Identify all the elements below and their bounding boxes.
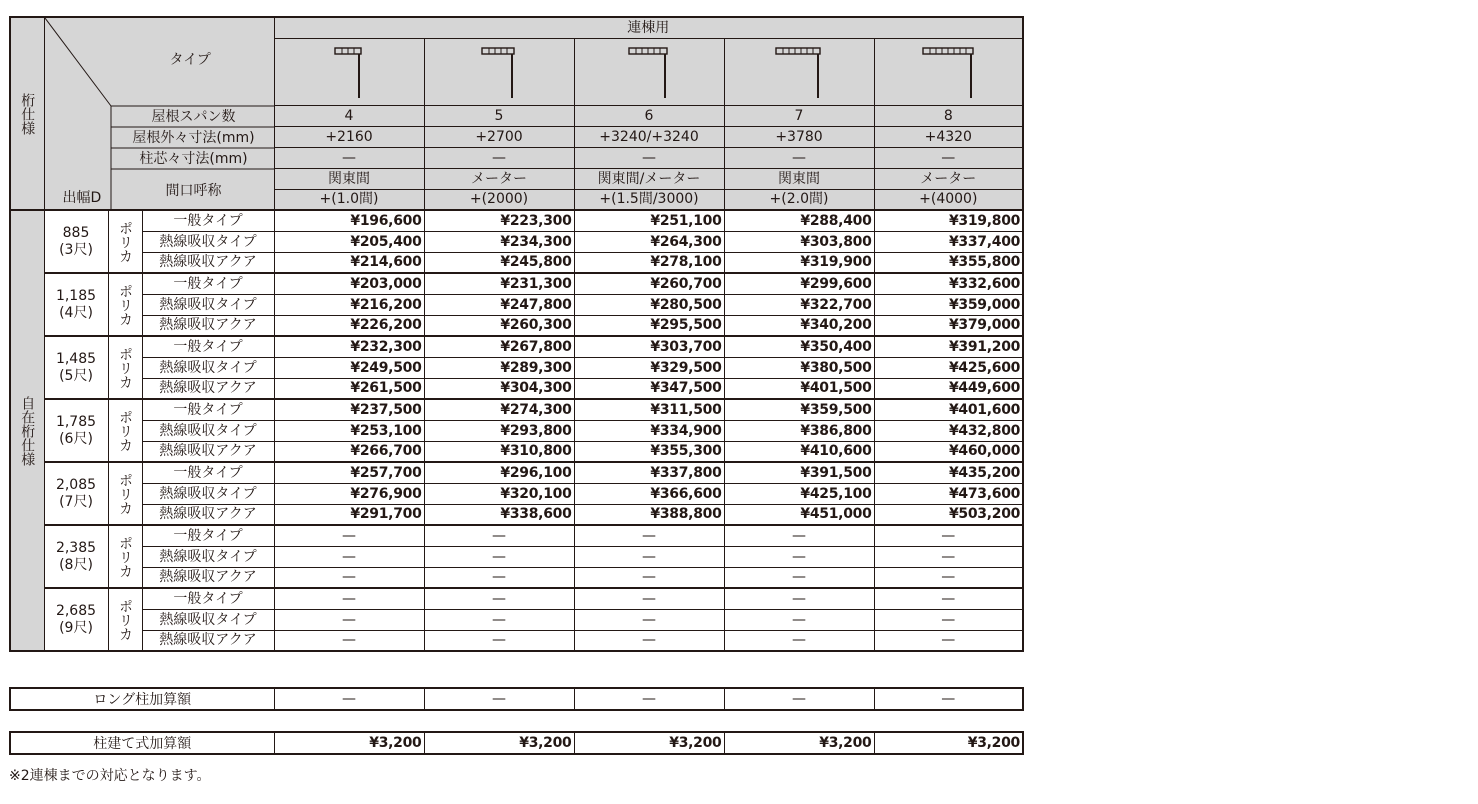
material-label: ポリカ [108,336,142,399]
outer-dimension-cell: +3780 [724,126,874,147]
depth-value: 2,685 [55,603,97,620]
price-cell: ¥216,200 [274,294,424,315]
panel-type-label: 熱線吸収タイプ [142,420,274,441]
price-cell: — [724,546,874,567]
price-cell: ¥334,900 [574,420,724,441]
price-cell: — [424,546,574,567]
price-cell: ¥261,500 [274,378,424,399]
price-cell: ¥340,200 [724,315,874,336]
price-cell: ¥245,800 [424,252,574,273]
price-cell: — [424,588,574,609]
span-count-cell: 7 [724,105,874,126]
price-cell: ¥289,300 [424,357,574,378]
price-cell: — [274,609,424,630]
width-name-extra-cell: +(2000) [424,189,574,210]
roof-4-icon [275,40,425,104]
row-label-span: 屋根スパン数 [151,109,236,125]
table-row [10,567,1023,588]
price-cell: ¥347,500 [574,378,724,399]
price-cell: ¥359,000 [874,294,1023,315]
price-cell: ¥260,300 [424,315,574,336]
post-dimension-cell: — [874,147,1023,168]
panel-type-label: 熱線吸収アクア [142,252,274,273]
price-cell: ¥257,700 [274,462,424,483]
price-cell: ¥231,300 [424,273,574,294]
long-post-value: — [274,688,424,710]
table-row [10,546,1023,567]
table-row [10,294,1023,315]
price-cell: ¥355,800 [874,252,1023,273]
post-dimension-cell: — [424,147,574,168]
group-header: 連棟用 [274,17,1023,38]
table-row [10,273,1023,294]
table-row [10,378,1023,399]
price-cell: ¥366,600 [574,483,724,504]
table-row [10,609,1023,630]
header-diagonal-cell [44,17,274,210]
table-row [10,462,1023,483]
price-cell: ¥337,800 [574,462,724,483]
width-name-extra-cell: +(2.0間) [724,189,874,210]
material-label: ポリカ [108,525,142,588]
price-cell: ¥391,200 [874,336,1023,357]
depth-value: 885 [62,225,90,242]
price-cell: — [574,525,724,546]
roof-icon-cell [874,38,1023,105]
price-cell: ¥278,100 [574,252,724,273]
depth-cell [44,273,108,336]
post-style-label: 柱建て式加算額 [10,732,274,754]
roof-8-icon [875,40,1024,104]
price-cell: ¥391,500 [724,462,874,483]
price-cell: ¥425,100 [724,483,874,504]
price-cell: ¥303,800 [724,231,874,252]
price-cell: ¥460,000 [874,441,1023,462]
price-cell: — [574,630,724,651]
material-label: ポリカ [108,399,142,462]
price-cell: ¥319,900 [724,252,874,273]
roof-icon-cell [574,38,724,105]
panel-type-label: 一般タイプ [142,210,274,231]
price-cell: — [724,588,874,609]
price-cell: — [874,630,1023,651]
price-cell: ¥359,500 [724,399,874,420]
price-cell: — [274,546,424,567]
price-cell: ¥310,800 [424,441,574,462]
post-dimension-cell: — [574,147,724,168]
price-cell: ¥264,300 [574,231,724,252]
price-cell: — [874,588,1023,609]
long-post-table [9,687,1024,711]
panel-type-label: 一般タイプ [142,525,274,546]
post-style-value: ¥3,200 [274,732,424,754]
panel-type-label: 熱線吸収アクア [142,441,274,462]
outer-dimension-cell: +4320 [874,126,1023,147]
table-row [10,231,1023,252]
price-cell: — [724,609,874,630]
price-cell: ¥355,300 [574,441,724,462]
price-cell: — [874,567,1023,588]
price-cell: — [874,546,1023,567]
roof-7-icon [725,40,875,104]
post-dimension-cell: — [724,147,874,168]
price-cell: ¥205,400 [274,231,424,252]
price-cell: ¥388,800 [574,504,724,525]
footnote: ※2連棟までの対応となります。 [9,768,211,784]
table-row [10,588,1023,609]
depth-shaku: (3尺) [59,241,93,258]
panel-type-label: 熱線吸収タイプ [142,357,274,378]
price-cell: ¥299,600 [724,273,874,294]
price-cell: ¥425,600 [874,357,1023,378]
price-cell: — [574,546,724,567]
table-row [10,252,1023,273]
panel-type-label: 熱線吸収タイプ [142,231,274,252]
price-cell: ¥329,500 [574,357,724,378]
panel-type-label: 一般タイプ [142,462,274,483]
panel-type-label: 一般タイプ [142,336,274,357]
table-row [10,420,1023,441]
table-row [10,336,1023,357]
price-cell: ¥247,800 [424,294,574,315]
depth-shaku: (4尺) [59,304,93,321]
price-cell: — [274,525,424,546]
post-style-value: ¥3,200 [724,732,874,754]
price-cell: ¥386,800 [724,420,874,441]
price-cell: ¥237,500 [274,399,424,420]
material-label: ポリカ [108,273,142,336]
width-name-extra-cell: +(1.0間) [274,189,424,210]
price-cell: ¥280,500 [574,294,724,315]
price-cell: ¥291,700 [274,504,424,525]
price-cell: ¥249,500 [274,357,424,378]
price-cell: ¥266,700 [274,441,424,462]
depth-value: 2,385 [55,540,97,557]
table-row [10,483,1023,504]
width-name-cell: メーター [424,168,574,189]
roof-6-icon [575,40,725,104]
span-count-cell: 8 [874,105,1023,126]
price-cell: — [424,630,574,651]
material-label: ポリカ [108,588,142,651]
depth-shaku: (8尺) [59,556,93,573]
price-cell: — [724,630,874,651]
price-cell: ¥311,500 [574,399,724,420]
depth-shaku: (6尺) [59,430,93,447]
depth-value: 2,085 [55,477,97,494]
width-name-extra-cell: +(4000) [874,189,1023,210]
post-style-value: ¥3,200 [424,732,574,754]
long-post-label: ロング柱加算額 [10,688,274,710]
depth-cell [44,399,108,462]
panel-type-label: 熱線吸収アクア [142,378,274,399]
price-cell: ¥473,600 [874,483,1023,504]
outer-dimension-cell: +2700 [424,126,574,147]
panel-type-label: 熱線吸収アクア [142,630,274,651]
panel-type-label: 熱線吸収アクア [142,504,274,525]
width-name-cell: 関東間/メーター [574,168,724,189]
table-row [10,504,1023,525]
table-row [10,525,1023,546]
price-cell: — [274,588,424,609]
price-cell: — [424,525,574,546]
price-cell: — [874,525,1023,546]
roof-icon-cell [724,38,874,105]
depth-cell [44,210,108,273]
panel-type-label: 熱線吸収タイプ [142,609,274,630]
price-cell: ¥322,700 [724,294,874,315]
width-name-cell: メーター [874,168,1023,189]
price-cell: ¥350,400 [724,336,874,357]
price-cell: ¥226,200 [274,315,424,336]
price-cell: ¥379,000 [874,315,1023,336]
width-name-cell: 関東間 [724,168,874,189]
price-cell: — [274,630,424,651]
price-cell: ¥223,300 [424,210,574,231]
post-style-table [9,731,1024,755]
price-cell: ¥320,100 [424,483,574,504]
depth-value: 1,185 [55,288,97,305]
panel-type-label: 一般タイプ [142,399,274,420]
price-cell: ¥451,000 [724,504,874,525]
price-cell: ¥332,600 [874,273,1023,294]
roof-icon-cell [274,38,424,105]
type-label: タイプ [169,52,211,68]
price-cell: ¥401,600 [874,399,1023,420]
panel-type-label: 熱線吸収アクア [142,315,274,336]
panel-type-label: 熱線吸収タイプ [142,483,274,504]
table-row [10,399,1023,420]
table-row [10,630,1023,651]
span-count-cell: 5 [424,105,574,126]
price-cell: ¥319,800 [874,210,1023,231]
price-cell: — [724,567,874,588]
price-cell: ¥288,400 [724,210,874,231]
price-cell: — [424,609,574,630]
width-name-cell: 関東間 [274,168,424,189]
price-table [9,16,1024,652]
price-cell: ¥449,600 [874,378,1023,399]
table-row [10,441,1023,462]
price-cell: ¥234,300 [424,231,574,252]
post-dimension-cell: — [274,147,424,168]
panel-type-label: 熱線吸収アクア [142,567,274,588]
panel-type-label: 一般タイプ [142,588,274,609]
panel-type-label: 一般タイプ [142,273,274,294]
span-count-cell: 4 [274,105,424,126]
price-cell: ¥380,500 [724,357,874,378]
price-cell: ¥304,300 [424,378,574,399]
long-post-value: — [874,688,1023,710]
roof-5-icon [425,40,575,104]
row-label-width-name: 間口呼称 [165,183,222,199]
table-row [10,210,1023,231]
price-cell: ¥267,800 [424,336,574,357]
long-post-value: — [424,688,574,710]
price-cell: ¥293,800 [424,420,574,441]
price-cell: — [574,588,724,609]
price-cell: ¥260,700 [574,273,724,294]
depth-cell [44,336,108,399]
panel-type-label: 熱線吸収タイプ [142,294,274,315]
price-cell: ¥503,200 [874,504,1023,525]
long-post-value: — [724,688,874,710]
post-style-value: ¥3,200 [574,732,724,754]
price-cell: ¥214,600 [274,252,424,273]
table-row [10,315,1023,336]
price-cell: ¥410,600 [724,441,874,462]
price-cell: — [874,609,1023,630]
depth-value: 1,785 [55,414,97,431]
panel-type-label: 熱線吸収タイプ [142,546,274,567]
price-cell: — [424,567,574,588]
price-cell: ¥401,500 [724,378,874,399]
price-cell: ¥274,300 [424,399,574,420]
depth-shaku: (9尺) [59,619,93,636]
depth-shaku: (7尺) [59,493,93,510]
price-cell: — [574,609,724,630]
table-row [10,357,1023,378]
post-style-value: ¥3,200 [874,732,1023,754]
depth-value: 1,485 [55,351,97,368]
span-count-cell: 6 [574,105,724,126]
roof-icon-cell [424,38,574,105]
price-cell: ¥296,100 [424,462,574,483]
price-cell: ¥295,500 [574,315,724,336]
price-cell: ¥196,600 [274,210,424,231]
price-cell: ¥203,000 [274,273,424,294]
outer-dimension-cell: +2160 [274,126,424,147]
depth-cell [44,588,108,651]
side-label-flexible-beam: 自在桁仕様 [10,210,44,651]
width-name-extra-cell: +(1.5間/3000) [574,189,724,210]
price-cell: — [724,525,874,546]
price-cell: ¥435,200 [874,462,1023,483]
side-label-beam: 桁仕様 [10,17,44,210]
material-label: ポリカ [108,462,142,525]
price-cell: ¥432,800 [874,420,1023,441]
material-label: ポリカ [108,210,142,273]
outer-dimension-cell: +3240/+3240 [574,126,724,147]
price-cell: ¥337,400 [874,231,1023,252]
price-cell: — [574,567,724,588]
price-cell: ¥232,300 [274,336,424,357]
depth-shaku: (5尺) [59,367,93,384]
price-cell: — [274,567,424,588]
price-cell: ¥303,700 [574,336,724,357]
row-label-outer: 屋根外々寸法(mm) [132,130,255,146]
price-cell: ¥253,100 [274,420,424,441]
row-label-post: 柱芯々寸法(mm) [139,151,248,167]
depth-cell [44,525,108,588]
long-post-value: — [574,688,724,710]
depth-label: 出幅D [62,190,102,206]
price-cell: ¥251,100 [574,210,724,231]
price-cell: ¥338,600 [424,504,574,525]
price-cell: ¥276,900 [274,483,424,504]
depth-cell [44,462,108,525]
